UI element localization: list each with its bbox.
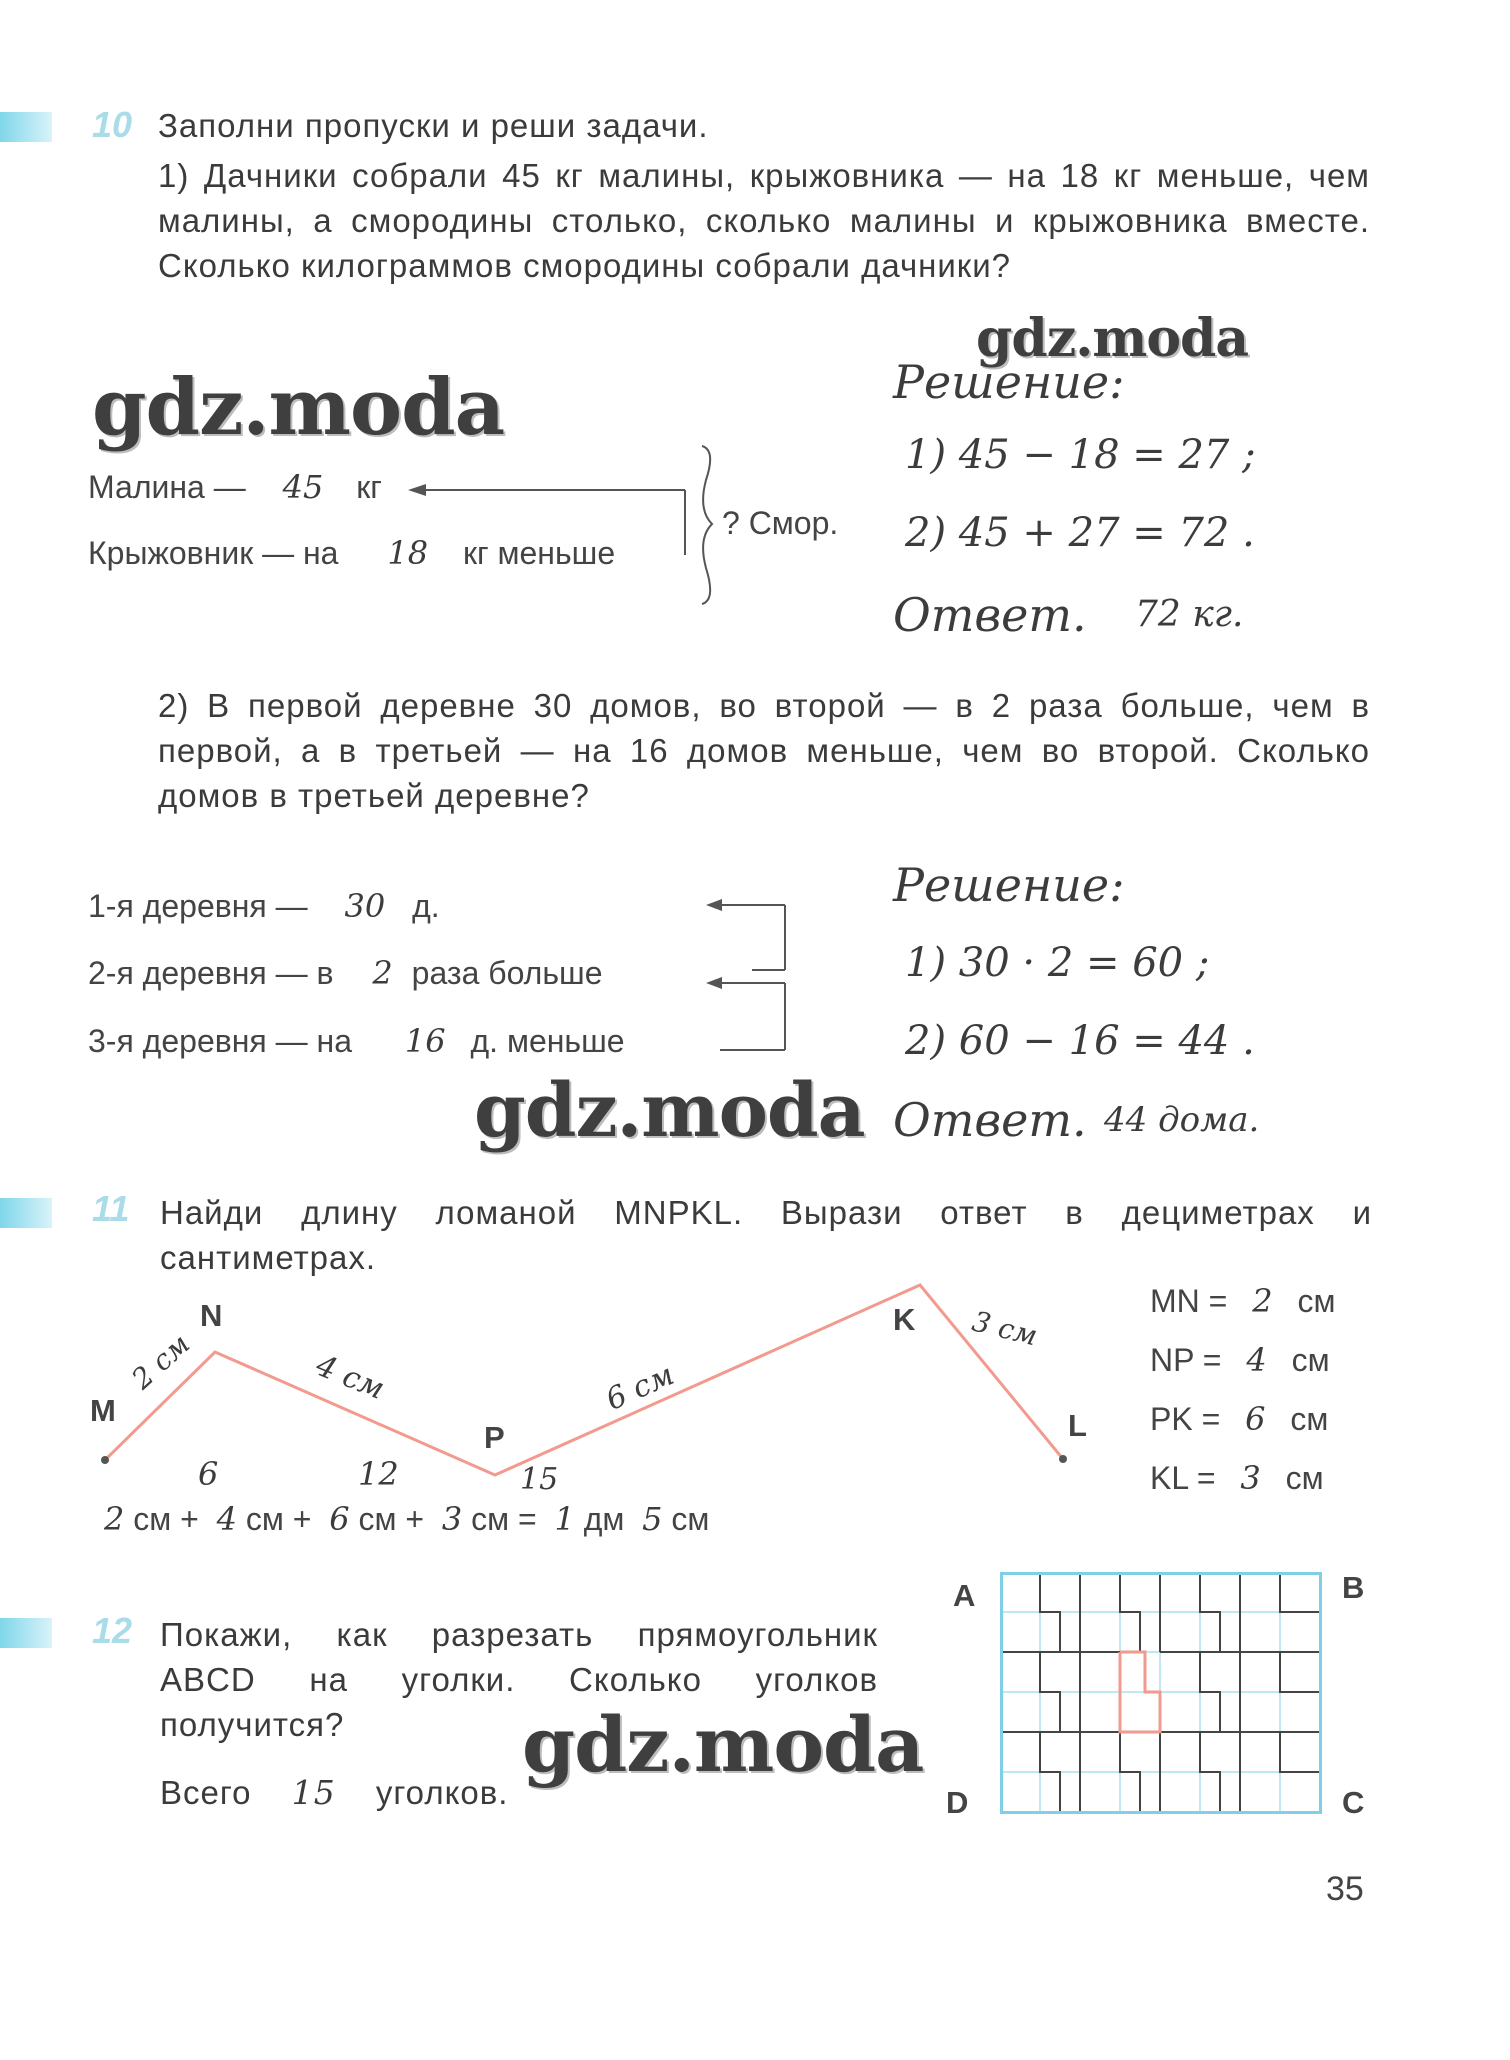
filled-value: 15 (291, 1773, 336, 1812)
task-number: 12 (92, 1610, 133, 1651)
corner-label: A (953, 1578, 976, 1613)
watermark: gdz.moda (976, 308, 1249, 369)
cut-line (1200, 1652, 1220, 1732)
cut-line (1280, 1572, 1320, 1612)
task-number: 11 (92, 1188, 130, 1229)
problem-text: Найди длину ломаной MNPKL. Вырази ответ в дециметрах и сантиметрах. (160, 1194, 1372, 1276)
point-label: L (1068, 1408, 1087, 1443)
scheme-row-label: Крыжовник — на 18 кг меньше (88, 534, 616, 572)
point-label: N (200, 1298, 223, 1333)
watermark: gdz.moda (92, 362, 505, 453)
task-number: 10 (92, 104, 133, 145)
problem-text: 2) В первой деревне 30 домов, во второй — в 2 раза больше, чем в первой, а в третьей — на 16 домов меньше, чем во второй. Сколько домов в третьей деревне? (158, 687, 1370, 814)
task-marker-tab (0, 1198, 52, 1228)
cut-line (1040, 1732, 1060, 1812)
measure-row: KL = 3 см (1150, 1459, 1324, 1497)
brace-label: ? Смор. (722, 505, 839, 541)
corner-label: B (1342, 1570, 1365, 1605)
task-title: Заполни пропуски и реши задачи. (158, 107, 709, 144)
total-answer: Всего 15 уголков. (160, 1773, 509, 1812)
page-number: 35 (1326, 1870, 1364, 1908)
filled-value: 30 (344, 887, 386, 925)
cut-line (1120, 1732, 1140, 1812)
scheme-row-label: 2-я деревня — в 2 раза больше (88, 954, 603, 992)
solution-step: 1) 30 · 2 = 60 ; (905, 940, 1210, 986)
broken-line-mnpkl (105, 1285, 1063, 1475)
cut-line (1200, 1732, 1220, 1812)
scheme-row-label: 3-я деревня — на 16 д. меньше (88, 1022, 625, 1060)
measure-row: PK = 6 см (1150, 1400, 1329, 1438)
measure-row: NP = 4 см (1150, 1341, 1330, 1379)
solution-step: 2) 60 − 16 = 44 . (905, 1018, 1255, 1064)
watermark: gdz.moda (522, 1700, 924, 1789)
point-label: K (893, 1302, 916, 1337)
answer-label: Ответ. (893, 588, 1087, 642)
solution-step: 1) 45 − 18 = 27 ; (905, 432, 1256, 478)
problem-text: 1) Дачники собрали 45 кг малины, крыжовника — на 18 кг меньше, чем малины, а смородины столько, сколько малины и крыжовника вместе. Сколько килограммов смородины собрали дачники? (158, 157, 1370, 284)
cut-line (1280, 1732, 1320, 1772)
scheme-arrows (700, 880, 810, 1060)
running-total: 6 (198, 1455, 219, 1493)
segment-note: 4 см (311, 1348, 390, 1407)
filled-value: 16 (404, 1022, 446, 1060)
answer-value: 44 дома. (1104, 1100, 1260, 1140)
scheme-row-label: Малина — 45 кг (88, 468, 382, 506)
cut-line (1120, 1572, 1140, 1652)
solution-header: Решение: (893, 355, 1125, 409)
corner-label: C (1342, 1785, 1365, 1820)
polyline-figure (80, 1280, 1130, 1520)
point-label: P (484, 1420, 505, 1455)
filled-value: 18 (387, 534, 429, 572)
grid-rectangle-abcd (1000, 1572, 1322, 1814)
measure-row: MN = 2 см (1150, 1282, 1336, 1320)
task-marker-tab (0, 112, 52, 142)
segment-note: 6 см (600, 1357, 680, 1418)
sum-equation: 2 см + 4 см + 6 см + 3 см = 1 дм 5 см (104, 1500, 710, 1538)
cut-line (1200, 1572, 1220, 1652)
cut-line (1040, 1572, 1060, 1652)
corner-label: D (946, 1785, 969, 1820)
solution-step: 2) 45 + 27 = 72 . (905, 510, 1255, 556)
cut-line (1040, 1652, 1060, 1732)
problem-text: Покажи, как разрезать прямоугольник ABCD на уголки. Сколько уголков получится? (160, 1616, 878, 1743)
task-marker-tab (0, 1618, 52, 1648)
point-label: M (90, 1393, 116, 1428)
point-l (1059, 1455, 1067, 1463)
point-m (101, 1456, 109, 1464)
answer-label: Ответ. (893, 1093, 1087, 1147)
watermark: gdz.moda (474, 1068, 865, 1154)
answer-value: 72 кг. (1135, 594, 1244, 635)
segment-note: 2 см (125, 1327, 197, 1396)
scheme-arrows (400, 440, 730, 610)
scheme-row-label: 1-я деревня — 30 д. (88, 887, 440, 925)
cut-line (1280, 1652, 1320, 1692)
running-total: 12 (358, 1455, 399, 1493)
filled-value: 2 (372, 954, 393, 992)
segment-note: 3 см (968, 1304, 1041, 1353)
filled-value: 45 (282, 468, 324, 506)
running-total: 15 (520, 1462, 559, 1497)
solution-header: Решение: (893, 858, 1125, 912)
